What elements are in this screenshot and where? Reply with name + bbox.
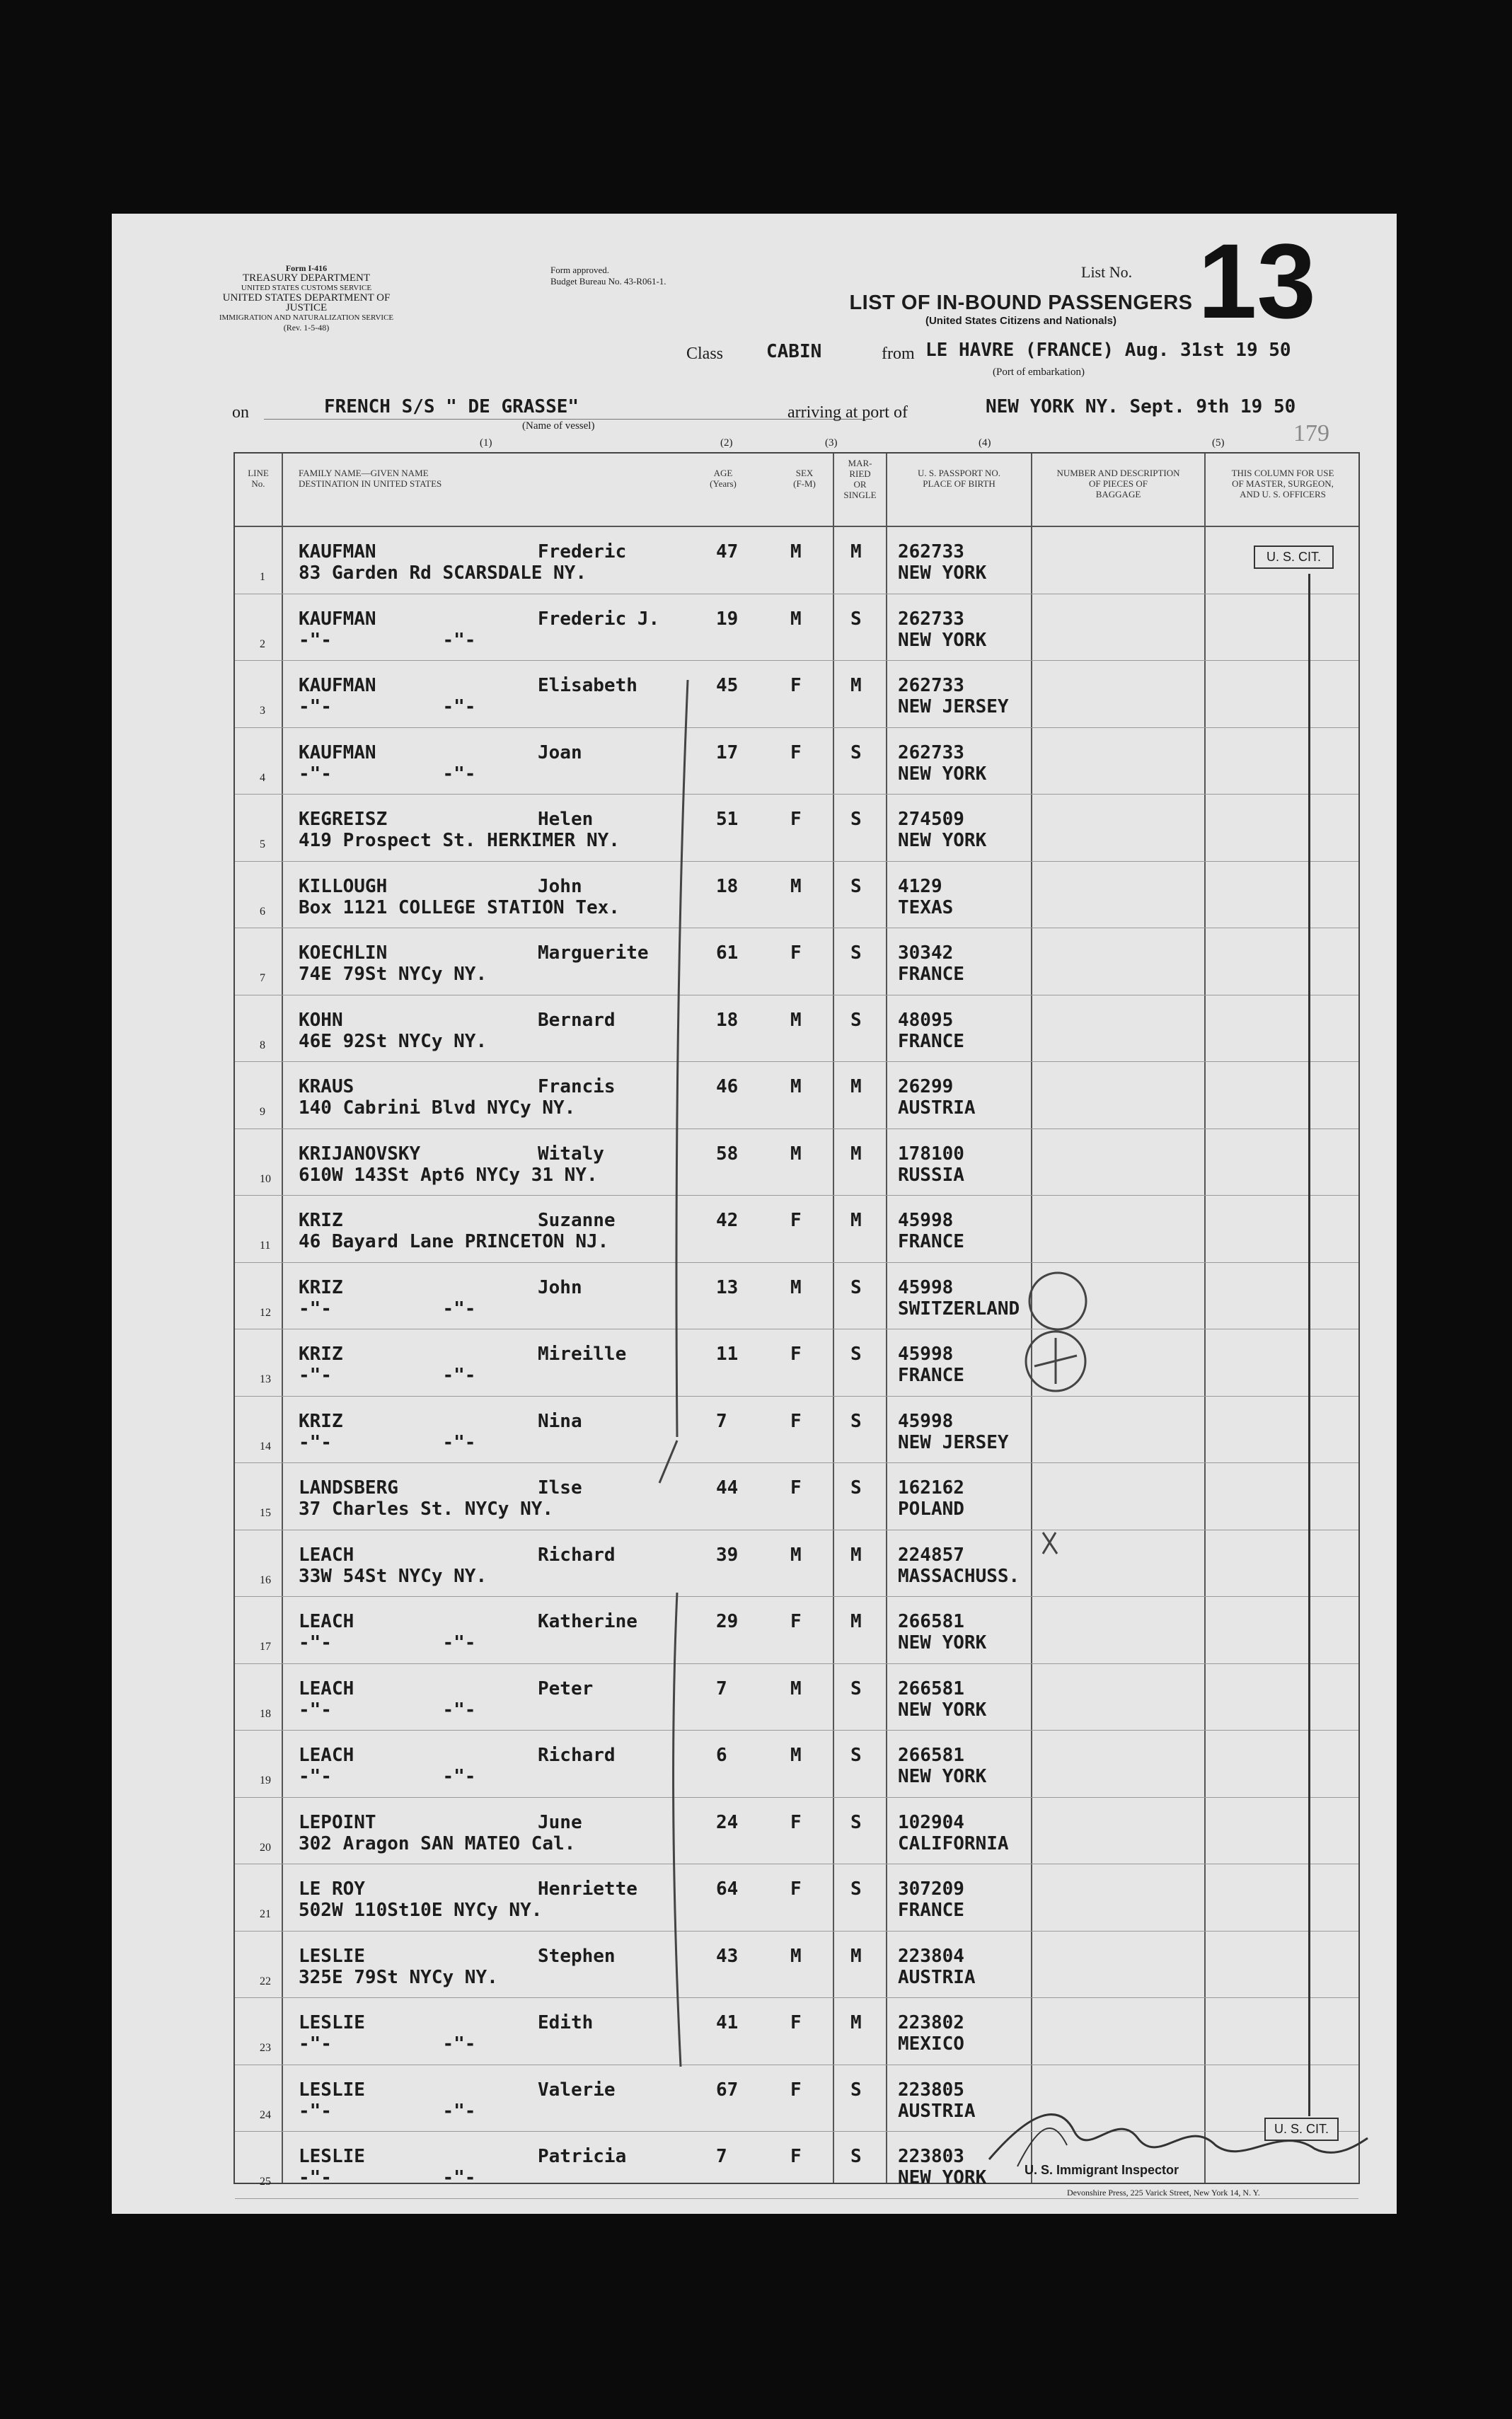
place-of-birth: NEW JERSEY: [898, 1431, 1009, 1453]
header-married: MAR- RIED OR SINGLE: [843, 458, 877, 500]
line-number: 7: [260, 972, 265, 984]
marital-status: S: [850, 1344, 862, 1365]
destination: 302 Aragon SAN MATEO Cal.: [299, 1832, 576, 1854]
given-name: June: [538, 1811, 582, 1833]
marital-status: M: [850, 1210, 862, 1231]
line-number: 9: [260, 1106, 265, 1118]
marital-status: S: [850, 2146, 862, 2167]
destination: 37 Charles St. NYCy NY.: [299, 1499, 554, 1520]
place-of-birth: FRANCE: [898, 1231, 964, 1252]
family-name: KAUFMAN: [299, 675, 376, 696]
marital-status: M: [850, 1076, 862, 1097]
line-number: 6: [260, 905, 265, 918]
marital-status: M: [850, 675, 862, 696]
given-name: Francis: [538, 1076, 616, 1097]
age: 45: [716, 675, 739, 696]
vessel-underline: [264, 419, 872, 420]
place-of-birth: NEW YORK: [898, 2167, 987, 2188]
budget-bureau: Budget Bureau No. 43-R061-1.: [550, 276, 666, 287]
family-name: KRIZ: [299, 1276, 343, 1298]
destination: 46 Bayard Lane PRINCETON NJ.: [299, 1231, 609, 1252]
line-number: 22: [260, 1975, 271, 1987]
line-number: 17: [260, 1641, 271, 1653]
passport-number: 162162: [898, 1477, 964, 1499]
vessel-label: (Name of vessel): [522, 420, 595, 432]
marital-status: S: [850, 1878, 862, 1900]
col-number-3: (3): [825, 437, 838, 449]
form-approved: Form approved.: [550, 265, 610, 275]
passport-number: 223805: [898, 2079, 964, 2101]
passport-number: 266581: [898, 1678, 964, 1699]
family-name: KRAUS: [299, 1076, 354, 1097]
header-passport: U. S. PASSPORT NO. PLACE OF BIRTH: [918, 468, 1000, 489]
given-name: Edith: [538, 2012, 594, 2033]
sex: M: [790, 1745, 802, 1766]
header-sex: SEX (F-M): [793, 468, 816, 489]
press-credit: Devonshire Press, 225 Varick Street, New York 14, N. Y.: [1067, 2188, 1260, 2198]
header-age: AGE (Years): [710, 468, 737, 489]
destination: -"- -"-: [299, 1699, 476, 1721]
line-number: 15: [260, 1507, 271, 1519]
sex: F: [790, 2146, 802, 2167]
place-of-birth: AUSTRIA: [898, 2100, 976, 2122]
sex: F: [790, 1410, 802, 1432]
family-name: LANDSBERG: [299, 1477, 398, 1499]
marital-status: M: [850, 1945, 862, 1967]
sex: M: [790, 608, 802, 630]
page-subtitle: (United States Citizens and Nationals): [925, 315, 1117, 327]
handwritten-marks: [235, 454, 1361, 2186]
family-name: KILLOUGH: [299, 875, 388, 897]
sex: M: [790, 1009, 802, 1031]
marital-status: M: [850, 1544, 862, 1566]
family-name: LEPOINT: [299, 1811, 376, 1833]
given-name: Richard: [538, 1745, 616, 1766]
marital-status: S: [850, 1009, 862, 1031]
destination: -"- -"-: [299, 1632, 476, 1653]
destination: -"- -"-: [299, 1766, 476, 1787]
page-title: LIST OF IN-BOUND PASSENGERS: [849, 291, 1193, 314]
destination: 33W 54St NYCy NY.: [299, 1565, 487, 1587]
given-name: John: [538, 875, 582, 897]
family-name: LESLIE: [299, 2146, 365, 2167]
family-name: LE ROY: [299, 1878, 365, 1900]
place-of-birth: AUSTRIA: [898, 1097, 976, 1119]
family-name: KRIZ: [299, 1210, 343, 1231]
family-name: KOECHLIN: [299, 942, 388, 964]
passport-number: 262733: [898, 675, 964, 696]
age: 7: [716, 1678, 727, 1699]
sex: M: [790, 1544, 802, 1566]
destination: -"- -"-: [299, 763, 476, 785]
sex: F: [790, 2079, 802, 2101]
passport-number: 262733: [898, 608, 964, 630]
place-of-birth: FRANCE: [898, 1365, 964, 1386]
inspector-label: U. S. Immigrant Inspector: [1025, 2163, 1179, 2177]
line-number: 14: [260, 1440, 271, 1453]
place-of-birth: SWITZERLAND: [898, 1298, 1020, 1320]
col-number-1: (1): [480, 437, 492, 449]
passport-number: 266581: [898, 1745, 964, 1766]
sex: F: [790, 1611, 802, 1632]
col-number-4: (4): [979, 437, 991, 449]
destination: -"- -"-: [299, 629, 476, 651]
family-name: LEACH: [299, 1745, 354, 1766]
place-of-birth: NEW YORK: [898, 629, 987, 651]
age: 29: [716, 1611, 739, 1632]
age: 7: [716, 2146, 727, 2167]
age: 18: [716, 1009, 739, 1031]
sex: F: [790, 1344, 802, 1365]
page-number: 179: [1293, 420, 1329, 446]
sex: F: [790, 1477, 802, 1499]
family-name: LEACH: [299, 1678, 354, 1699]
sex: F: [790, 2012, 802, 2033]
line-number: 24: [260, 2108, 271, 2121]
line-number: 10: [260, 1172, 271, 1185]
given-name: Bernard: [538, 1009, 616, 1031]
manifest-page: [112, 214, 1397, 2214]
marital-status: S: [850, 1745, 862, 1766]
passport-number: 102904: [898, 1811, 964, 1833]
line-number: 18: [260, 1707, 271, 1720]
vessel-name: FRENCH S/S " DE GRASSE": [324, 396, 579, 417]
destination: 610W 143St Apt6 NYCy 31 NY.: [299, 1164, 598, 1186]
passport-number: 30342: [898, 942, 954, 964]
family-name: KOHN: [299, 1009, 343, 1031]
header-baggage: NUMBER AND DESCRIPTION OF PIECES OF BAGGAGE: [1056, 468, 1180, 500]
on-label: on: [232, 403, 249, 422]
header-line-no: LINE No.: [248, 468, 269, 489]
form-revision: (Rev. 1-5-48): [283, 323, 330, 333]
given-name: Joan: [538, 741, 582, 763]
list-no-label: List No.: [1081, 263, 1133, 281]
given-name: Frederic: [538, 541, 627, 562]
family-name: KAUFMAN: [299, 741, 376, 763]
given-name: Mireille: [538, 1344, 627, 1365]
line-number: 19: [260, 1774, 271, 1786]
destination: 419 Prospect St. HERKIMER NY.: [299, 830, 620, 851]
age: 17: [716, 741, 739, 763]
given-name: Suzanne: [538, 1210, 616, 1231]
sex: M: [790, 875, 802, 897]
place-of-birth: POLAND: [898, 1499, 964, 1520]
marital-status: S: [850, 809, 862, 830]
age: 6: [716, 1745, 727, 1766]
place-of-birth: NEW YORK: [898, 1699, 987, 1721]
given-name: Katherine: [538, 1611, 637, 1632]
title-block: [848, 291, 1194, 327]
passport-number: 223802: [898, 2012, 964, 2033]
marital-status: M: [850, 541, 862, 562]
sex: M: [790, 1143, 802, 1165]
from-label: from: [882, 345, 915, 363]
age: 67: [716, 2079, 739, 2101]
family-name: KRIZ: [299, 1410, 343, 1432]
sex: F: [790, 809, 802, 830]
line-number: 12: [260, 1306, 271, 1319]
age: 44: [716, 1477, 739, 1499]
family-name: LESLIE: [299, 1945, 365, 1967]
passport-number: 224857: [898, 1544, 964, 1566]
customs-service: UNITED STATES CUSTOMS SERVICE: [241, 284, 372, 292]
passenger-table: [233, 452, 1360, 2188]
col-number-2: (2): [720, 437, 733, 449]
place-of-birth: NEW YORK: [898, 763, 987, 785]
destination: 83 Garden Rd SCARSDALE NY.: [299, 562, 587, 584]
age: 24: [716, 1811, 739, 1833]
class-value: CABIN: [766, 341, 822, 362]
passport-number: 262733: [898, 541, 964, 562]
given-name: Elisabeth: [538, 675, 637, 696]
family-name: LESLIE: [299, 2012, 365, 2033]
given-name: Stephen: [538, 1945, 616, 1967]
place-of-birth: AUSTRIA: [898, 1966, 976, 1988]
line-number: 8: [260, 1039, 265, 1051]
destination: 502W 110St10E NYCy NY.: [299, 1900, 543, 1921]
passport-number: 178100: [898, 1143, 964, 1165]
header-name: FAMILY NAME—GIVEN NAME DESTINATION IN UNITED STATES: [299, 468, 442, 489]
line-number: 13: [260, 1373, 271, 1385]
circle-mark-icon: [1029, 1273, 1086, 1329]
justice-dept: UNITED STATES DEPARTMENT OF JUSTICE: [222, 292, 391, 313]
arriving-label: arriving at port of: [787, 403, 908, 422]
given-name: Helen: [538, 809, 594, 830]
passport-number: 223803: [898, 2146, 964, 2167]
age: 39: [716, 1544, 739, 1566]
age: 64: [716, 1878, 739, 1900]
given-name: Richard: [538, 1544, 616, 1566]
passport-number: 266581: [898, 1611, 964, 1632]
place-of-birth: FRANCE: [898, 1900, 964, 1921]
marital-status: S: [850, 1410, 862, 1432]
marital-status: S: [850, 2079, 862, 2101]
sex: M: [790, 1276, 802, 1298]
ins-service: IMMIGRATION AND NATURALIZATION SERVICE: [219, 313, 394, 322]
sex: M: [790, 1076, 802, 1097]
destination: -"- -"-: [299, 2167, 476, 2188]
form-header: [211, 263, 402, 333]
marital-status: S: [850, 875, 862, 897]
marital-status: S: [850, 741, 862, 763]
place-of-birth: TEXAS: [898, 896, 954, 918]
given-name: John: [538, 1276, 582, 1298]
treasury-dept: TREASURY DEPARTMENT: [242, 272, 371, 284]
marital-status: S: [850, 942, 862, 964]
age: 43: [716, 1945, 739, 1967]
marital-status: M: [850, 1143, 862, 1165]
age: 13: [716, 1276, 739, 1298]
passport-number: 307209: [898, 1878, 964, 1900]
family-name: KRIJANOVSKY: [299, 1143, 421, 1165]
arriving-value: NEW YORK NY. Sept. 9th 19 50: [986, 396, 1296, 417]
age: 7: [716, 1410, 727, 1432]
marital-status: S: [850, 1477, 862, 1499]
age: 11: [716, 1344, 739, 1365]
passport-number: 45998: [898, 1344, 954, 1365]
family-name: LEACH: [299, 1544, 354, 1566]
place-of-birth: NEW JERSEY: [898, 696, 1009, 717]
inspector-signature-icon: [975, 2082, 1371, 2181]
place-of-birth: FRANCE: [898, 964, 964, 985]
passport-number: 223804: [898, 1945, 964, 1967]
line-number: 3: [260, 705, 265, 717]
sex: F: [790, 942, 802, 964]
marital-status: S: [850, 1276, 862, 1298]
sex: F: [790, 1210, 802, 1231]
line-number: 23: [260, 2042, 271, 2054]
from-value: LE HAVRE (FRANCE) Aug. 31st 19 50: [925, 340, 1291, 361]
family-name: KAUFMAN: [299, 608, 376, 630]
place-of-birth: NEW YORK: [898, 830, 987, 851]
destination: -"- -"-: [299, 696, 476, 717]
line-number: 20: [260, 1841, 271, 1854]
sex: F: [790, 1878, 802, 1900]
line-number: 1: [260, 571, 265, 583]
age: 58: [716, 1143, 739, 1165]
age: 51: [716, 809, 739, 830]
family-name: LESLIE: [299, 2079, 365, 2101]
given-name: Frederic J.: [538, 608, 660, 630]
place-of-birth: MEXICO: [898, 2033, 964, 2055]
marital-status: M: [850, 2012, 862, 2033]
passport-number: 262733: [898, 741, 964, 763]
passport-number: 4129: [898, 875, 942, 897]
family-name: KAUFMAN: [299, 541, 376, 562]
sex: F: [790, 1811, 802, 1833]
header-officers: THIS COLUMN FOR USE OF MASTER, SURGEON, AND U. S. OFFICERS: [1231, 468, 1334, 500]
passport-number: 274509: [898, 809, 964, 830]
passport-number: 45998: [898, 1210, 954, 1231]
family-name: KRIZ: [299, 1344, 343, 1365]
sex: M: [790, 1945, 802, 1967]
form-approval: [550, 265, 666, 287]
given-name: Patricia: [538, 2146, 627, 2167]
family-name: KEGREISZ: [299, 809, 388, 830]
marital-status: S: [850, 1811, 862, 1833]
given-name: Valerie: [538, 2079, 616, 2101]
place-of-birth: MASSACHUSS.: [898, 1565, 1020, 1587]
form-number: Form I-416: [285, 263, 328, 273]
sex: F: [790, 675, 802, 696]
destination: 46E 92St NYCy NY.: [299, 1030, 487, 1052]
place-of-birth: RUSSIA: [898, 1164, 964, 1186]
marital-status: S: [850, 608, 862, 630]
port-embark-label: (Port of embarkation): [993, 366, 1085, 378]
line-number: 21: [260, 1908, 271, 1920]
list-number: 13: [1198, 221, 1316, 340]
line-number: 16: [260, 1574, 271, 1586]
age: 19: [716, 608, 739, 630]
us-cit-stamp: U. S. CIT.: [1254, 545, 1334, 569]
destination: -"- -"-: [299, 1298, 476, 1320]
passport-number: 45998: [898, 1410, 954, 1432]
given-name: Ilse: [538, 1477, 582, 1499]
sex: F: [790, 741, 802, 763]
age: 61: [716, 942, 739, 964]
place-of-birth: FRANCE: [898, 1030, 964, 1052]
line-number: 25: [260, 2176, 271, 2188]
destination: -"- -"-: [299, 2033, 476, 2055]
place-of-birth: CALIFORNIA: [898, 1832, 1009, 1854]
given-name: Peter: [538, 1678, 594, 1699]
line-number: 4: [260, 771, 265, 784]
destination: -"- -"-: [299, 2100, 476, 2122]
place-of-birth: NEW YORK: [898, 562, 987, 584]
place-of-birth: NEW YORK: [898, 1632, 987, 1653]
line-number: 5: [260, 838, 265, 850]
line-number: 2: [260, 637, 265, 650]
marital-status: M: [850, 1611, 862, 1632]
destination: 140 Cabrini Blvd NYCy NY.: [299, 1097, 576, 1119]
col-number-5: (5): [1212, 437, 1225, 449]
given-name: Nina: [538, 1410, 582, 1432]
class-label: Class: [686, 345, 724, 363]
age: 46: [716, 1076, 739, 1097]
us-cit-stamp-bottom: U. S. CIT.: [1264, 2118, 1339, 2141]
age: 42: [716, 1210, 739, 1231]
age: 18: [716, 875, 739, 897]
given-name: Marguerite: [538, 942, 649, 964]
sex: M: [790, 1678, 802, 1699]
destination: Box 1121 COLLEGE STATION Tex.: [299, 896, 620, 918]
family-name: LEACH: [299, 1611, 354, 1632]
passport-number: 26299: [898, 1076, 954, 1097]
passport-number: 48095: [898, 1009, 954, 1031]
given-name: Henriette: [538, 1878, 637, 1900]
destination: -"- -"-: [299, 1365, 476, 1386]
line-number: 11: [260, 1240, 271, 1252]
destination: -"- -"-: [299, 1431, 476, 1453]
destination: 74E 79St NYCy NY.: [299, 964, 487, 985]
sex: M: [790, 541, 802, 562]
passport-number: 45998: [898, 1276, 954, 1298]
marital-status: S: [850, 1678, 862, 1699]
destination: 325E 79St NYCy NY.: [299, 1966, 498, 1988]
given-name: Witaly: [538, 1143, 604, 1165]
age: 41: [716, 2012, 739, 2033]
age: 47: [716, 541, 739, 562]
place-of-birth: NEW YORK: [898, 1766, 987, 1787]
